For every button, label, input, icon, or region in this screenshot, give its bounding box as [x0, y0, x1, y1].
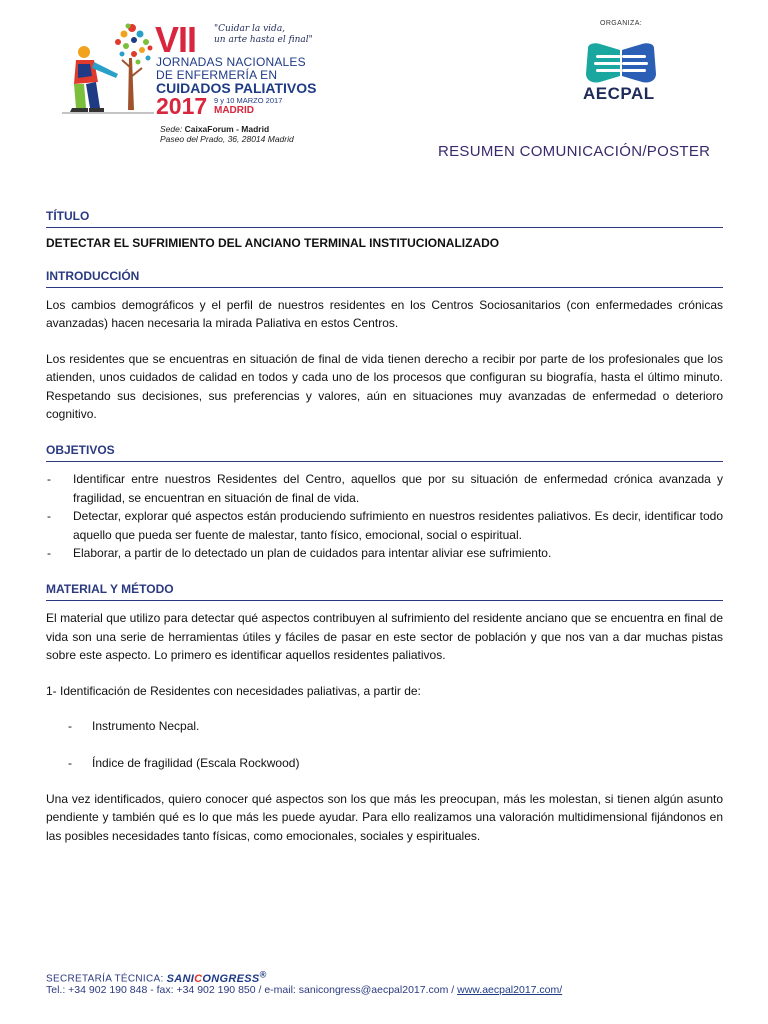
event-edition-numeral: VII [155, 19, 197, 60]
introduction-paragraph-1: Los cambios demográficos y el perfil de nuestros residentes en los Centros Sociosanitarios (con enfermedades crónicas avanzadas) hacen necesaria la mirada Paliativa en estos Centros. [46, 298, 723, 331]
event-logo [62, 18, 322, 144]
event-name-line-1: JORNADAS NACIONALES [156, 55, 306, 69]
objectives-list [46, 470, 723, 562]
abstract-content [46, 209, 723, 862]
organizer-label: ORGANIZA: [600, 20, 643, 27]
event-motto: "Cuidar la vida, un arte hasta el final" [214, 24, 313, 45]
event-name-line-3: CUIDADOS PALIATIVOS [156, 80, 317, 96]
list-item: - Instrumento Necpal. [68, 719, 200, 734]
event-city: MADRID [214, 105, 254, 116]
tree-figure-illustration [62, 18, 154, 114]
event-dates: 9 y 10 MARZO 2017 [214, 96, 283, 105]
introduction-paragraph-2: Los residentes que se encuentras en situación de final de vida tienen derecho a recibir por parte de los profesionales que los atienden, unos cuidados de calidad en todos y cada uno de los procesos que configuran su biografía, hasta el último minuto. Respetando sus decisiones, sus preferencias y valores, aún en situaciones muy avanzadas de enfermedad o deterioro cognitivo. [46, 351, 723, 422]
section-heading-method: MATERIAL Y MÉTODO [46, 582, 723, 601]
list-item: - Identificar entre nuestros Residentes del Centro, aquellos que por su situación de enfermedad crónica avanzada y fragilidad, se encuentran en situación de final de vida. [47, 472, 723, 505]
method-paragraph-1: El material que utilizo para detectar qué aspectos contribuyen al sufrimiento del residente anciano que se encuentra en final de vida son una serie de herramientas útiles y fáciles de pasar en este sector de población y que nos van a dar muchas pistas sobre este aspecto. Lo primero es identificar aquellos residentes paliativos. [46, 611, 723, 663]
website-link[interactable]: www.aecpal2017.com/ [457, 984, 563, 996]
event-venue: Sede: CaixaForum - Madrid [160, 124, 270, 134]
list-item: - Elaborar, a partir de lo detectado un plan de cuidados para intentar aliviar ese sufrimiento. [47, 546, 552, 561]
tools-list [46, 717, 723, 772]
list-item: - Índice de fragilidad (Escala Rockwood) [68, 755, 300, 770]
method-paragraph-3: Una vez identificados, quiero conocer qué aspectos son los que más les preocupan, más les molestan, si tienen algún asunto pendiente y también qué es lo que más les puede ayudar. Para ello realizamos una valoración multidimensional fijándonos en las posibles necesidades tanto físicas, como emocionales, sociales y espirituales. [46, 791, 723, 843]
section-heading-objectives: OBJETIVOS [46, 443, 723, 462]
event-address: Paseo del Prado, 36, 28014 Madrid [160, 134, 294, 144]
hands-heart-icon [582, 42, 660, 84]
list-item: - Detectar, explorar qué aspectos están produciendo sufrimiento en nuestros residentes paliativos. Es decir, identificar todo aquello que pueda ser fuente de malestar, tanto físico, emocional, social o espiritual. [47, 509, 723, 542]
section-heading-title: TÍTULO [46, 209, 723, 228]
sanicongress-logo: SANICONGRESS® [166, 969, 267, 985]
organizer-name: AECPAL [583, 84, 655, 103]
footer-contact: Tel.: +34 902 190 848 - fax: +34 902 190 850 / e-mail: sanicongress@aecpal2017.com / www.aecpal2017.com/ [46, 984, 563, 996]
event-name-line-2: DE ENFERMERÍA EN [156, 68, 278, 82]
method-paragraph-2: 1- Identificación de Residentes con necesidades paliativas, a partir de: [46, 683, 421, 698]
document-type: RESUMEN COMUNICACIÓN/POSTER [438, 143, 711, 160]
section-heading-introduction: INTRODUCCIÓN [46, 269, 723, 288]
footer-secretariat: SECRETARÍA TÉCNICA: SANICONGRESS® [46, 969, 267, 985]
event-year: 2017 [156, 93, 208, 119]
abstract-title: DETECTAR EL SUFRIMIENTO DEL ANCIANO TERMINAL INSTITUCIONALIZADO [46, 236, 500, 250]
